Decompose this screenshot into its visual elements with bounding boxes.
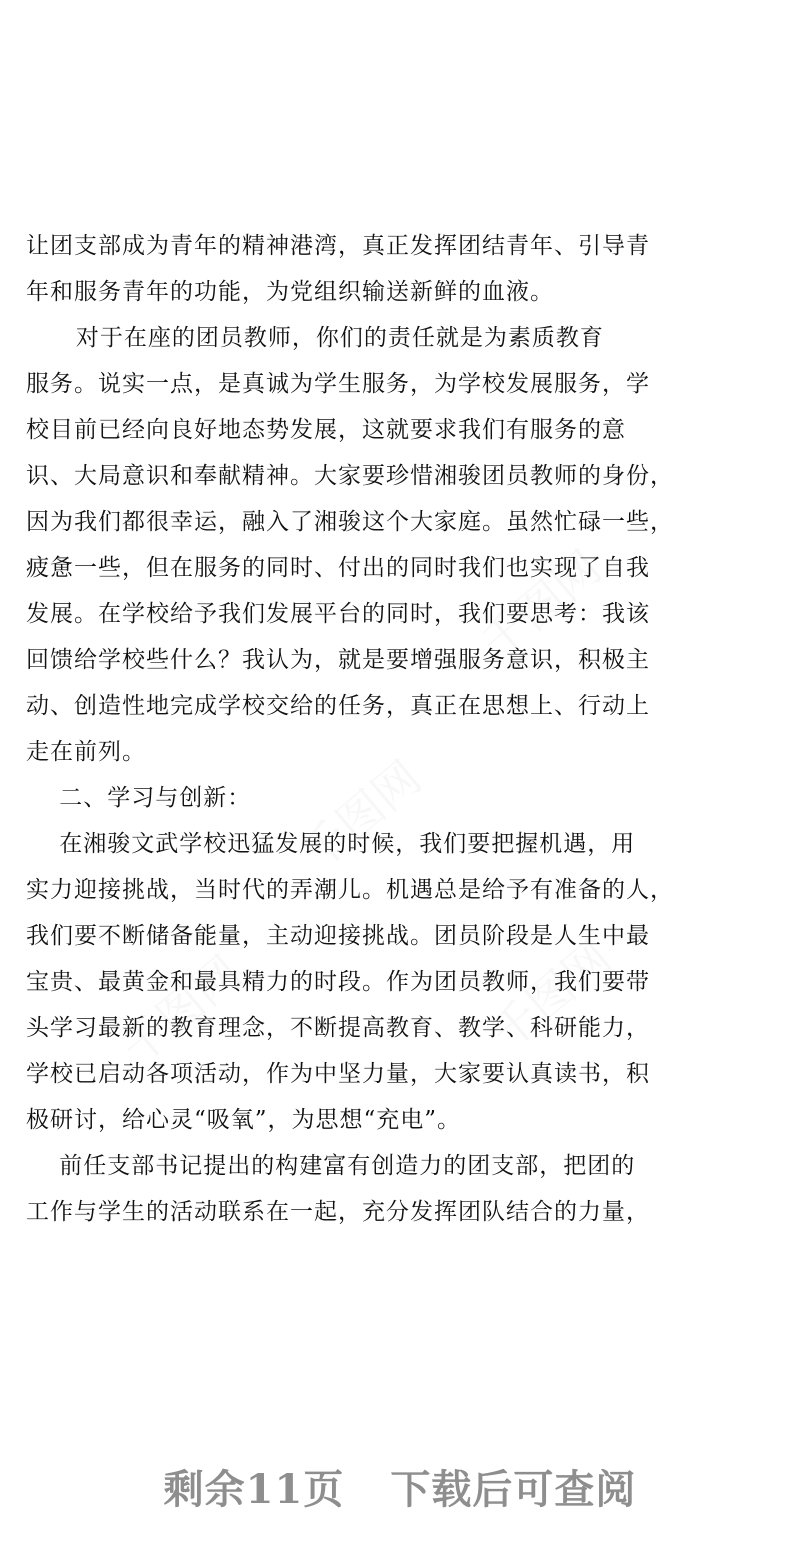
text-line: 校目前已经向良好地态势发展，这就要求我们有服务的意 bbox=[26, 417, 626, 443]
text-line: 服务。说实一点，是真诚为学生服务，为学校发展服务，学 bbox=[26, 371, 650, 397]
download-to-view-link[interactable]: 下载后可查阅 bbox=[390, 1466, 637, 1513]
watermark: 千图网 bbox=[470, 540, 612, 671]
text-line: 学校已启动各项活动，作为中坚力量，大家要认真读书，积 bbox=[26, 1061, 650, 1087]
download-prompt[interactable] bbox=[0, 1462, 800, 1518]
text-line: 发展。在学校给予我们发展平台的同时，我们要思考：我该 bbox=[26, 601, 650, 627]
text-line: 疲惫一些，但在服务的同时、付出的同时我们也实现了自我 bbox=[26, 555, 650, 581]
watermark: 千图网 bbox=[480, 930, 622, 1061]
text-line: 前任支部书记提出的构建富有创造力的团支部，把团的 bbox=[26, 1153, 636, 1179]
text-line: 我们要不断储备能量，主动迎接挑战。团员阶段是人生中最 bbox=[26, 923, 650, 949]
text-line: 头学习最新的教育理念，不断提高教育、教学、科研能力， bbox=[26, 1015, 650, 1041]
text-line: 识、大局意识和奉献精神。大家要珍惜湘骏团员教师的身份， bbox=[26, 463, 674, 489]
watermark: 千图网 bbox=[110, 945, 252, 1076]
text-line: 因为我们都很幸运，融入了湘骏这个大家庭。虽然忙碌一些， bbox=[26, 509, 674, 535]
text-line: 工作与学生的活动联系在一起，充分发挥团队结合的力量， bbox=[26, 1199, 650, 1225]
text-line: 极研讨，给心灵“吸氧”，为思想“充电”。 bbox=[26, 1107, 462, 1133]
remaining-pages-label: 剩余11页 bbox=[163, 1466, 345, 1513]
text-line: 实力迎接挑战，当时代的弄潮儿。机遇总是给予有准备的人， bbox=[26, 877, 674, 903]
text-line: 年和服务青年的功能，为党组织输送新鲜的血液。 bbox=[26, 279, 554, 305]
text-line: 回馈给学校些什么？我认为，就是要增强服务意识，积极主 bbox=[26, 647, 650, 673]
text-line: 宝贵、最黄金和最具精力的时段。作为团员教师，我们要带 bbox=[26, 969, 650, 995]
text-line: 动、创造性地完成学校交给的任务，真正在思想上、行动上 bbox=[26, 693, 650, 719]
text-line: 对于在座的团员教师，你们的责任就是为素质教育 bbox=[26, 325, 604, 351]
text-line: 让团支部成为青年的精神港湾，真正发挥团结青年、引导青 bbox=[26, 233, 650, 259]
section-heading: 二、学习与创新： bbox=[26, 785, 252, 811]
watermark: 千图网 bbox=[290, 750, 432, 881]
text-line: 在湘骏文武学校迅猛发展的时候，我们要把握机遇，用 bbox=[26, 831, 636, 857]
text-line: 走在前列。 bbox=[26, 739, 146, 765]
